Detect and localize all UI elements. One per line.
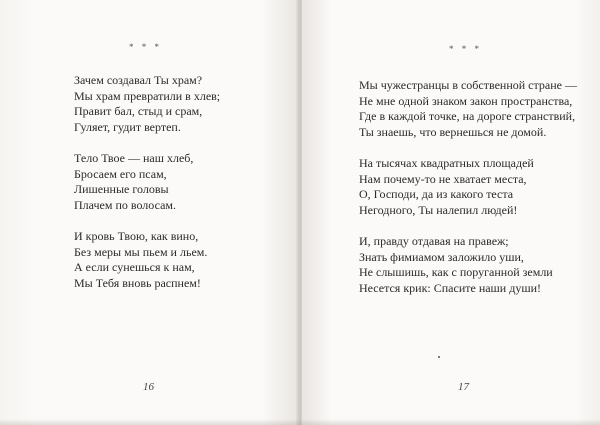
- page-number: 17: [458, 381, 469, 393]
- poem-line: И кровь Твою, как вино,: [74, 228, 199, 243]
- section-ornament: * * *: [129, 42, 162, 52]
- paper-speck: [438, 356, 440, 358]
- poem-line: Несется крик: Спасите наши души!: [359, 280, 541, 295]
- poem-line: Мы Тебя вновь распнем!: [74, 275, 201, 290]
- poem-line: Лишенные головы: [74, 182, 169, 197]
- stanza: [359, 78, 577, 140]
- poem-left: [74, 73, 220, 307]
- poem-line: На тысячах квадратных площадей: [359, 155, 534, 170]
- poem-line: Зачем создавал Ты храм?: [74, 73, 203, 87]
- poem-line: Тело Твое — наш хлеб,: [74, 150, 194, 165]
- poem-line: Не слышишь, как с поруганной земли: [359, 265, 553, 280]
- poem-line: Ты знаешь, что вернешься не домой.: [359, 124, 547, 139]
- poem-line: Знать фимиамом заложило уши,: [359, 249, 524, 264]
- poem-line: Гуляет, гудит вертеп.: [74, 119, 181, 134]
- poem-line: Мы чужестранцы в собственной стране —: [359, 78, 577, 92]
- stanza: [74, 151, 220, 213]
- stanza: [74, 73, 220, 135]
- page-bottom-edge: [0, 419, 600, 425]
- poem-line: Не мне одной знаком закон пространства,: [359, 93, 573, 108]
- poem-line: Где в каждой точке, на дороге странствий,: [359, 109, 576, 124]
- poem-line: Мы храм превратили в хлев;: [74, 88, 221, 103]
- poem-line: А если сунешься к нам,: [74, 260, 195, 275]
- poem-line: Бросаем его псам,: [74, 166, 167, 181]
- section-ornament: * * *: [449, 44, 482, 54]
- page-number: 16: [143, 381, 154, 393]
- poem-line: Без меры мы пьем и льем.: [74, 244, 208, 259]
- poem-right: [359, 78, 577, 312]
- stanza: [359, 234, 577, 296]
- poem-line: Негодного, Ты налепил людей!: [359, 202, 518, 217]
- left-page: [0, 0, 298, 425]
- stanza: [359, 156, 577, 218]
- poem-line: Плачем по волосам.: [74, 197, 176, 212]
- stanza: [74, 229, 220, 291]
- poem-line: Нам почему-то не хватает места,: [359, 171, 527, 186]
- poem-line: И, правду отдавая на правеж;: [359, 233, 509, 248]
- poem-line: Правит бал, стыд и срам,: [74, 104, 203, 119]
- poem-line: О, Господи, да из какого теста: [359, 187, 514, 202]
- right-page: [302, 0, 600, 425]
